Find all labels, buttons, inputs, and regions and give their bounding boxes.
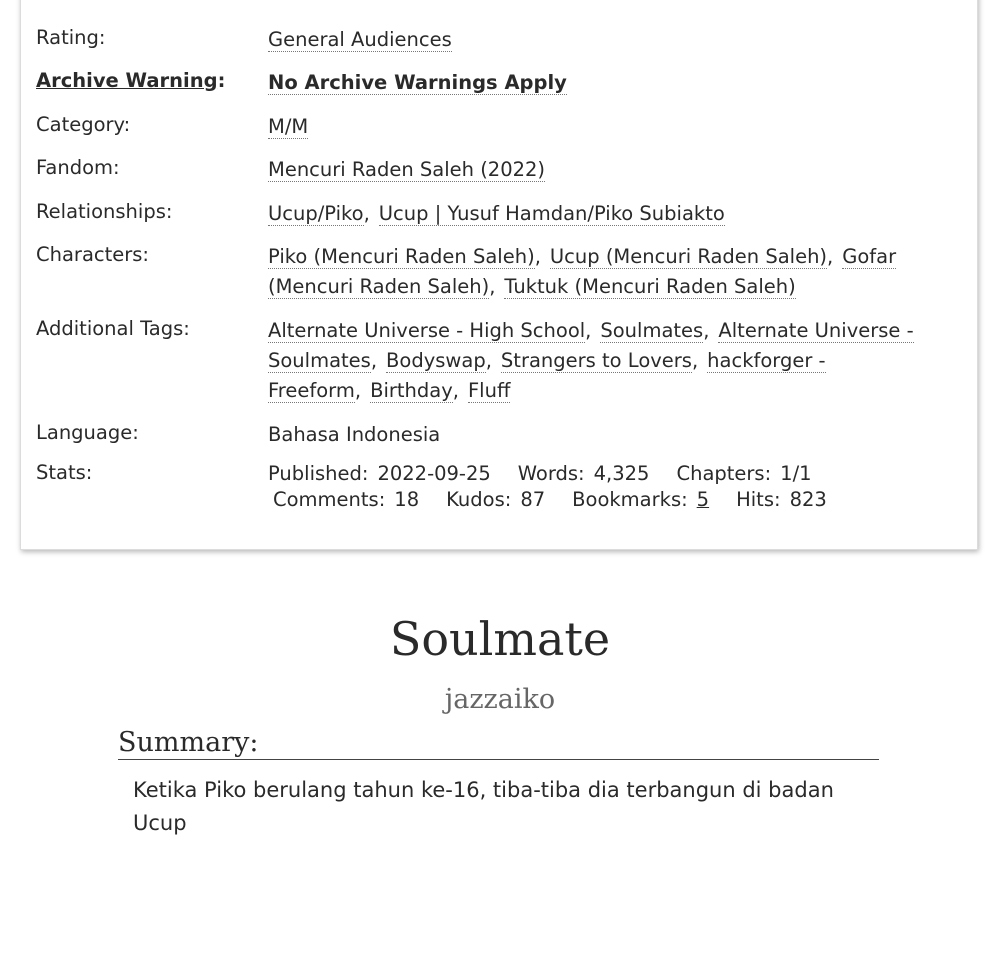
relationship-tag[interactable]: Ucup | Yusuf Hamdan/Piko Subiakto xyxy=(378,202,725,225)
stats-line-1 xyxy=(268,461,958,487)
bookmarks-label: Bookmarks: xyxy=(572,488,688,511)
freeform-tag[interactable]: Birthday xyxy=(370,379,453,402)
category-value xyxy=(268,112,958,142)
published-value: 2022-09-25 xyxy=(377,462,491,485)
characters-value xyxy=(268,242,958,302)
additional-tags-value xyxy=(268,316,958,406)
freeform-tag[interactable]: Freeform xyxy=(268,379,355,402)
tag-separator: , xyxy=(489,275,496,298)
published-label: Published: xyxy=(268,462,369,485)
kudos-label: Kudos: xyxy=(446,488,512,511)
freeform-tag[interactable]: Fluff xyxy=(467,379,511,402)
warning-colon: : xyxy=(217,69,226,92)
fandom-label: Fandom: xyxy=(36,156,120,179)
comments-value: 18 xyxy=(394,488,420,511)
hits-label: Hits: xyxy=(736,488,781,511)
tag-separator: , xyxy=(534,245,541,268)
language-label: Language: xyxy=(36,421,139,444)
tag-separator: , xyxy=(370,349,378,372)
tag-separator: , xyxy=(827,245,834,268)
character-tag[interactable]: Gofar xyxy=(842,245,897,268)
category-label: Category: xyxy=(36,113,131,136)
summary-text: Ketika Piko berulang tahun ke-16, tiba-tiba dia terbangun di badan Ucup xyxy=(133,778,834,835)
tag-separator: , xyxy=(585,319,592,342)
tags-line-1 xyxy=(268,316,958,346)
warning-label[interactable]: Archive Warning xyxy=(36,69,218,92)
hits-value: 823 xyxy=(789,488,827,511)
chapters-value: 1/1 xyxy=(780,462,812,485)
stats-label: Stats: xyxy=(36,461,93,484)
relationship-tag[interactable]: Ucup/Piko xyxy=(268,202,364,225)
tags-line-2 xyxy=(268,346,958,376)
words-value: 4,325 xyxy=(593,462,650,485)
tag-separator: , xyxy=(363,202,370,225)
tag-separator: , xyxy=(703,319,710,342)
stats-value xyxy=(268,461,958,513)
additional-tags-label: Additional Tags: xyxy=(36,317,190,340)
summary-heading: Summary: xyxy=(118,727,879,760)
comments-label: Comments: xyxy=(273,488,386,511)
bookmarks-link[interactable]: 5 xyxy=(696,488,710,511)
freeform-tag[interactable]: Soulmates xyxy=(268,349,371,372)
character-tag[interactable]: (Mencuri Raden Saleh) xyxy=(268,275,490,298)
tag-separator: , xyxy=(452,379,459,402)
tag-separator: , xyxy=(485,349,492,372)
work-meta-box xyxy=(20,0,978,550)
relationships-value xyxy=(268,199,958,229)
fandom-value xyxy=(268,155,958,185)
tags-line-3 xyxy=(268,376,958,406)
kudos-value: 87 xyxy=(520,488,546,511)
warning-value xyxy=(268,68,958,98)
characters-label: Characters: xyxy=(36,243,150,266)
stats-line-2 xyxy=(268,487,958,513)
language-value: Bahasa Indonesia xyxy=(268,423,441,446)
chapters-label: Chapters: xyxy=(676,462,772,485)
relationships-label: Relationships: xyxy=(36,200,173,223)
character-tag[interactable]: Piko (Mencuri Raden Saleh) xyxy=(268,245,535,268)
characters-line-2 xyxy=(268,272,958,302)
warning-label-wrap xyxy=(36,69,225,92)
freeform-tag[interactable]: hackforger - xyxy=(707,349,826,372)
author-byline[interactable]: jazzaiko xyxy=(444,684,556,715)
freeform-tag[interactable]: Alternate Universe - High School xyxy=(268,319,586,342)
warning-tag[interactable]: No Archive Warnings Apply xyxy=(268,71,567,94)
freeform-tag[interactable]: Strangers to Lovers xyxy=(500,349,692,372)
tag-separator: , xyxy=(354,379,362,402)
freeform-tag[interactable]: Soulmates xyxy=(600,319,704,342)
freeform-tag[interactable]: Alternate Universe - xyxy=(718,319,914,342)
fandom-tag[interactable]: Mencuri Raden Saleh (2022) xyxy=(268,158,546,181)
freeform-tag[interactable]: Bodyswap xyxy=(386,349,486,372)
character-tag[interactable]: Tuktuk (Mencuri Raden Saleh) xyxy=(504,275,796,298)
rating-tag[interactable]: General Audiences xyxy=(268,28,452,51)
rating-value xyxy=(268,25,958,55)
words-label: Words: xyxy=(517,462,585,485)
category-tag[interactable]: M/M xyxy=(268,115,309,138)
work-title: Soulmate xyxy=(389,612,611,666)
rating-label: Rating: xyxy=(36,26,106,49)
tag-separator: , xyxy=(691,349,699,372)
characters-line-1 xyxy=(268,242,958,272)
character-tag[interactable]: Ucup (Mencuri Raden Saleh) xyxy=(549,245,828,268)
